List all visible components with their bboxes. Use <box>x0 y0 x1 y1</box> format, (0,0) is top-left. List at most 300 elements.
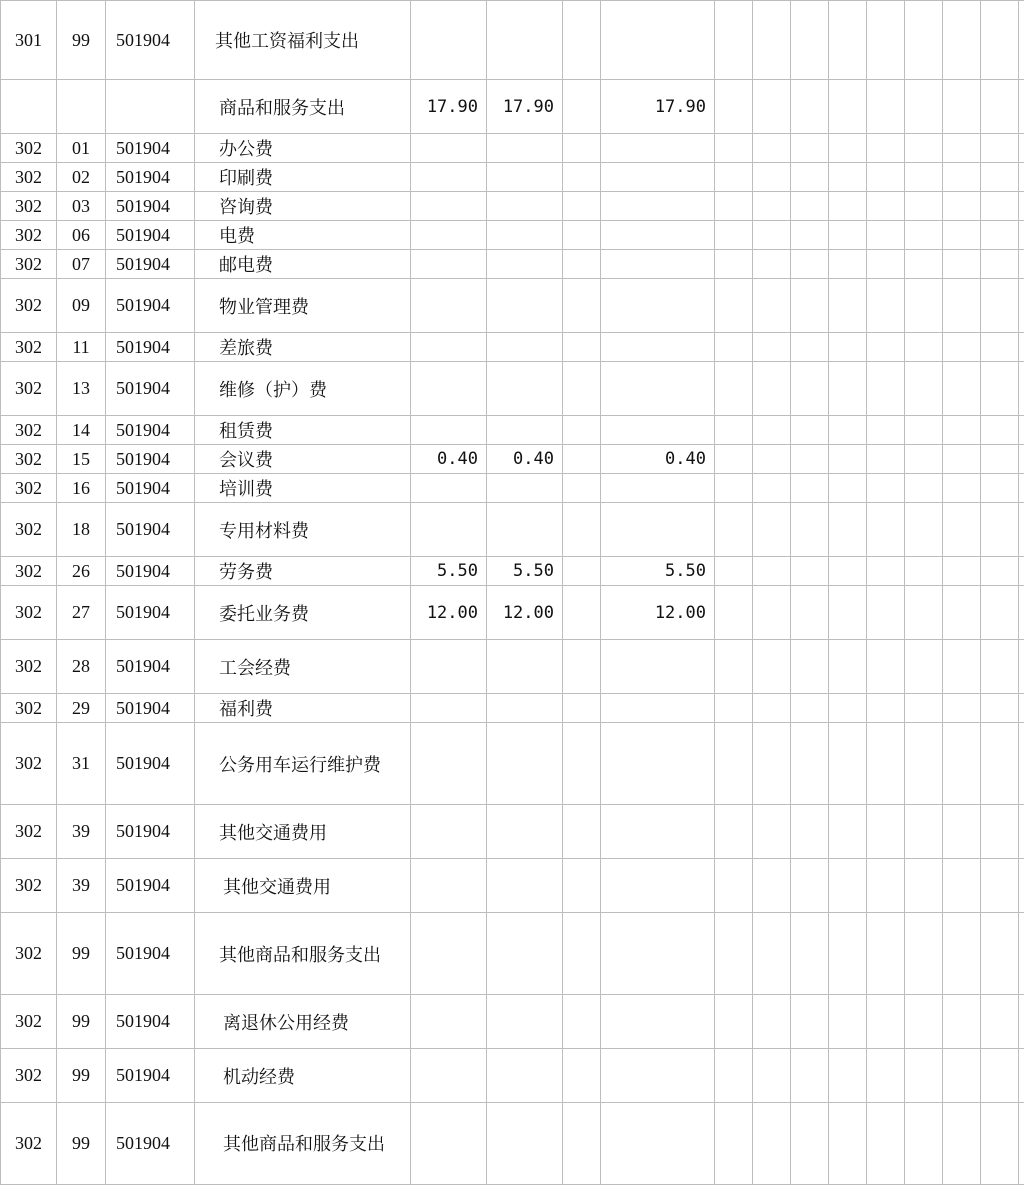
public-funds-cell: 12.00 <box>601 586 715 640</box>
total-amount-cell <box>411 805 487 859</box>
subject-code-cell: 501904 <box>106 445 195 474</box>
empty-cell <box>905 250 943 279</box>
item-code-cell: 14 <box>57 416 106 445</box>
empty-cell <box>1019 80 1024 134</box>
basic-expense-cell <box>487 1 563 80</box>
project-expense-cell <box>563 192 601 221</box>
empty-cell <box>753 192 791 221</box>
item-code-cell: 27 <box>57 586 106 640</box>
total-amount-cell <box>411 995 487 1049</box>
total-amount-cell: 0.40 <box>411 445 487 474</box>
empty-cell <box>943 1103 981 1185</box>
total-amount-cell <box>411 723 487 805</box>
empty-cell <box>867 134 905 163</box>
subject-code-cell: 501904 <box>106 163 195 192</box>
empty-cell <box>829 1049 867 1103</box>
project-expense-cell <box>563 1103 601 1185</box>
public-funds-cell <box>601 279 715 333</box>
subject-code-cell <box>106 80 195 134</box>
public-funds-cell: 0.40 <box>601 445 715 474</box>
table-row <box>1 586 1024 640</box>
empty-cell <box>715 445 753 474</box>
empty-cell <box>867 694 905 723</box>
empty-cell <box>829 557 867 586</box>
basic-expense-cell <box>487 416 563 445</box>
empty-cell <box>867 445 905 474</box>
empty-cell <box>1019 474 1024 503</box>
basic-expense-cell <box>487 134 563 163</box>
basic-expense-cell <box>487 995 563 1049</box>
category-code-cell: 302 <box>1 1103 57 1185</box>
subject-code-cell: 501904 <box>106 279 195 333</box>
total-amount-cell <box>411 134 487 163</box>
empty-cell <box>943 1049 981 1103</box>
table-row <box>1 995 1024 1049</box>
empty-cell <box>791 416 829 445</box>
empty-cell <box>715 474 753 503</box>
subject-code-cell: 501904 <box>106 1049 195 1103</box>
project-expense-cell <box>563 1 601 80</box>
empty-cell <box>867 913 905 995</box>
basic-expense-cell <box>487 503 563 557</box>
empty-cell <box>905 586 943 640</box>
table-row <box>1 221 1024 250</box>
subject-code-cell: 501904 <box>106 913 195 995</box>
empty-cell <box>715 586 753 640</box>
item-code-cell: 99 <box>57 1 106 80</box>
basic-expense-cell <box>487 1049 563 1103</box>
empty-cell <box>1019 362 1024 416</box>
empty-cell <box>829 1 867 80</box>
empty-cell <box>791 250 829 279</box>
item-code-cell: 09 <box>57 279 106 333</box>
empty-cell <box>905 557 943 586</box>
item-code-cell: 99 <box>57 1103 106 1185</box>
item-code-cell: 99 <box>57 1049 106 1103</box>
empty-cell <box>829 250 867 279</box>
basic-expense-cell <box>487 913 563 995</box>
empty-cell <box>905 1103 943 1185</box>
empty-cell <box>981 694 1019 723</box>
total-amount-cell <box>411 503 487 557</box>
empty-cell <box>715 250 753 279</box>
category-code-cell: 302 <box>1 445 57 474</box>
empty-cell <box>715 1103 753 1185</box>
category-code-cell: 302 <box>1 694 57 723</box>
empty-cell <box>1019 134 1024 163</box>
empty-cell <box>753 416 791 445</box>
subject-code-cell: 501904 <box>106 221 195 250</box>
empty-cell <box>715 333 753 362</box>
empty-cell <box>905 995 943 1049</box>
project-expense-cell <box>563 805 601 859</box>
empty-cell <box>829 163 867 192</box>
project-expense-cell <box>563 859 601 913</box>
empty-cell <box>791 723 829 805</box>
category-code-cell: 302 <box>1 995 57 1049</box>
category-code-cell: 302 <box>1 250 57 279</box>
empty-cell <box>981 503 1019 557</box>
basic-expense-cell <box>487 279 563 333</box>
total-amount-cell <box>411 1049 487 1103</box>
empty-cell <box>829 723 867 805</box>
empty-cell <box>1019 805 1024 859</box>
subject-code-cell: 501904 <box>106 723 195 805</box>
empty-cell <box>829 640 867 694</box>
empty-cell <box>715 221 753 250</box>
item-name-cell: 邮电费 <box>195 250 411 279</box>
empty-cell <box>753 221 791 250</box>
category-code-cell: 302 <box>1 640 57 694</box>
public-funds-cell: 17.90 <box>601 80 715 134</box>
empty-cell <box>829 362 867 416</box>
empty-cell <box>943 134 981 163</box>
empty-cell <box>791 221 829 250</box>
project-expense-cell <box>563 445 601 474</box>
empty-cell <box>867 995 905 1049</box>
empty-cell <box>905 192 943 221</box>
item-name-cell: 物业管理费 <box>195 279 411 333</box>
empty-cell <box>829 805 867 859</box>
subject-code-cell: 501904 <box>106 805 195 859</box>
empty-cell <box>715 723 753 805</box>
subject-code-cell: 501904 <box>106 474 195 503</box>
empty-cell <box>753 134 791 163</box>
project-expense-cell <box>563 995 601 1049</box>
table-row <box>1 80 1024 134</box>
empty-cell <box>791 913 829 995</box>
empty-cell <box>753 913 791 995</box>
basic-expense-cell <box>487 250 563 279</box>
subject-code-cell: 501904 <box>106 640 195 694</box>
empty-cell <box>791 192 829 221</box>
basic-expense-cell: 12.00 <box>487 586 563 640</box>
empty-cell <box>905 134 943 163</box>
subject-code-cell: 501904 <box>106 503 195 557</box>
empty-cell <box>791 995 829 1049</box>
empty-cell <box>867 1103 905 1185</box>
subject-code-cell: 501904 <box>106 1103 195 1185</box>
item-code-cell: 28 <box>57 640 106 694</box>
project-expense-cell <box>563 134 601 163</box>
empty-cell <box>715 503 753 557</box>
empty-cell <box>715 134 753 163</box>
empty-cell <box>905 362 943 416</box>
category-code-cell: 302 <box>1 192 57 221</box>
category-code-cell: 302 <box>1 163 57 192</box>
empty-cell <box>1019 694 1024 723</box>
empty-cell <box>981 640 1019 694</box>
empty-cell <box>867 250 905 279</box>
project-expense-cell <box>563 557 601 586</box>
empty-cell <box>943 557 981 586</box>
basic-expense-cell <box>487 221 563 250</box>
total-amount-cell <box>411 416 487 445</box>
table-row <box>1 279 1024 333</box>
empty-cell <box>753 557 791 586</box>
empty-cell <box>943 503 981 557</box>
empty-cell <box>1019 192 1024 221</box>
item-name-cell: 维修（护）费 <box>195 362 411 416</box>
item-code-cell: 11 <box>57 333 106 362</box>
table-row <box>1 503 1024 557</box>
empty-cell <box>981 80 1019 134</box>
empty-cell <box>1019 221 1024 250</box>
item-name-cell: 工会经费 <box>195 640 411 694</box>
category-code-cell: 302 <box>1 416 57 445</box>
total-amount-cell <box>411 474 487 503</box>
empty-cell <box>715 416 753 445</box>
item-code-cell: 18 <box>57 503 106 557</box>
table-row <box>1 362 1024 416</box>
empty-cell <box>753 1049 791 1103</box>
empty-cell <box>905 80 943 134</box>
empty-cell <box>753 1103 791 1185</box>
public-funds-cell <box>601 1049 715 1103</box>
subject-code-cell: 501904 <box>106 192 195 221</box>
public-funds-cell <box>601 694 715 723</box>
empty-cell <box>981 586 1019 640</box>
public-funds-cell <box>601 723 715 805</box>
table-row <box>1 445 1024 474</box>
empty-cell <box>829 1103 867 1185</box>
empty-cell <box>715 557 753 586</box>
public-funds-cell <box>601 333 715 362</box>
empty-cell <box>1019 445 1024 474</box>
category-code-cell: 302 <box>1 1049 57 1103</box>
project-expense-cell <box>563 503 601 557</box>
empty-cell <box>753 859 791 913</box>
public-funds-cell <box>601 416 715 445</box>
total-amount-cell <box>411 221 487 250</box>
total-amount-cell: 5.50 <box>411 557 487 586</box>
empty-cell <box>867 859 905 913</box>
empty-cell <box>753 503 791 557</box>
empty-cell <box>753 694 791 723</box>
table-body <box>1 1 1024 1185</box>
item-code-cell: 06 <box>57 221 106 250</box>
empty-cell <box>905 805 943 859</box>
table-row <box>1 805 1024 859</box>
empty-cell <box>715 805 753 859</box>
total-amount-cell <box>411 694 487 723</box>
project-expense-cell <box>563 723 601 805</box>
empty-cell <box>981 250 1019 279</box>
project-expense-cell <box>563 221 601 250</box>
empty-cell <box>1019 1103 1024 1185</box>
empty-cell <box>905 163 943 192</box>
basic-expense-cell <box>487 474 563 503</box>
item-code-cell: 13 <box>57 362 106 416</box>
project-expense-cell <box>563 640 601 694</box>
category-code-cell <box>1 80 57 134</box>
project-expense-cell <box>563 163 601 192</box>
empty-cell <box>791 163 829 192</box>
empty-cell <box>829 586 867 640</box>
empty-cell <box>943 474 981 503</box>
empty-cell <box>829 333 867 362</box>
public-funds-cell <box>601 995 715 1049</box>
category-code-cell: 302 <box>1 586 57 640</box>
empty-cell <box>943 859 981 913</box>
empty-cell <box>867 279 905 333</box>
table-row <box>1 474 1024 503</box>
empty-cell <box>905 416 943 445</box>
empty-cell <box>981 279 1019 333</box>
project-expense-cell <box>563 362 601 416</box>
basic-expense-cell <box>487 723 563 805</box>
empty-cell <box>829 913 867 995</box>
empty-cell <box>1019 250 1024 279</box>
empty-cell <box>791 805 829 859</box>
empty-cell <box>867 163 905 192</box>
total-amount-cell <box>411 279 487 333</box>
basic-expense-cell <box>487 192 563 221</box>
item-code-cell: 31 <box>57 723 106 805</box>
empty-cell <box>753 723 791 805</box>
empty-cell <box>829 503 867 557</box>
public-funds-cell <box>601 1103 715 1185</box>
empty-cell <box>867 362 905 416</box>
total-amount-cell: 17.90 <box>411 80 487 134</box>
empty-cell <box>753 474 791 503</box>
item-name-cell: 劳务费 <box>195 557 411 586</box>
empty-cell <box>753 80 791 134</box>
public-funds-cell <box>601 859 715 913</box>
category-code-cell: 302 <box>1 221 57 250</box>
category-code-cell: 302 <box>1 362 57 416</box>
empty-cell <box>867 640 905 694</box>
empty-cell <box>1019 640 1024 694</box>
item-code-cell <box>57 80 106 134</box>
subject-code-cell: 501904 <box>106 995 195 1049</box>
project-expense-cell <box>563 474 601 503</box>
item-code-cell: 26 <box>57 557 106 586</box>
empty-cell <box>753 995 791 1049</box>
total-amount-cell <box>411 333 487 362</box>
public-funds-cell <box>601 640 715 694</box>
item-name-cell: 商品和服务支出 <box>195 80 411 134</box>
public-funds-cell <box>601 192 715 221</box>
empty-cell <box>1019 333 1024 362</box>
total-amount-cell: 12.00 <box>411 586 487 640</box>
public-funds-cell <box>601 362 715 416</box>
empty-cell <box>791 279 829 333</box>
empty-cell <box>715 913 753 995</box>
empty-cell <box>943 640 981 694</box>
item-code-cell: 99 <box>57 995 106 1049</box>
empty-cell <box>715 640 753 694</box>
empty-cell <box>905 1 943 80</box>
basic-expense-cell <box>487 1103 563 1185</box>
empty-cell <box>715 995 753 1049</box>
empty-cell <box>1019 503 1024 557</box>
table-row <box>1 913 1024 995</box>
public-funds-cell <box>601 134 715 163</box>
item-name-cell: 专用材料费 <box>195 503 411 557</box>
subject-code-cell: 501904 <box>106 333 195 362</box>
item-name-cell: 委托业务费 <box>195 586 411 640</box>
category-code-cell: 302 <box>1 134 57 163</box>
empty-cell <box>1019 1049 1024 1103</box>
basic-expense-cell <box>487 805 563 859</box>
category-code-cell: 302 <box>1 913 57 995</box>
item-name-cell: 公务用车运行维护费 <box>195 723 411 805</box>
empty-cell <box>715 192 753 221</box>
subject-code-cell: 501904 <box>106 134 195 163</box>
empty-cell <box>715 279 753 333</box>
item-code-cell: 15 <box>57 445 106 474</box>
empty-cell <box>943 913 981 995</box>
table-row <box>1 859 1024 913</box>
empty-cell <box>715 859 753 913</box>
item-name-cell: 机动经费 <box>195 1049 411 1103</box>
public-funds-cell <box>601 503 715 557</box>
total-amount-cell <box>411 913 487 995</box>
item-name-cell: 印刷费 <box>195 163 411 192</box>
total-amount-cell <box>411 362 487 416</box>
empty-cell <box>981 557 1019 586</box>
total-amount-cell <box>411 1103 487 1185</box>
item-name-cell: 差旅费 <box>195 333 411 362</box>
empty-cell <box>981 1049 1019 1103</box>
empty-cell <box>753 445 791 474</box>
item-name-cell: 会议费 <box>195 445 411 474</box>
empty-cell <box>905 474 943 503</box>
empty-cell <box>791 445 829 474</box>
empty-cell <box>715 362 753 416</box>
total-amount-cell <box>411 192 487 221</box>
empty-cell <box>943 80 981 134</box>
public-funds-cell <box>601 474 715 503</box>
subject-code-cell: 501904 <box>106 250 195 279</box>
public-funds-cell <box>601 913 715 995</box>
empty-cell <box>981 1103 1019 1185</box>
empty-cell <box>829 474 867 503</box>
total-amount-cell <box>411 859 487 913</box>
empty-cell <box>981 474 1019 503</box>
item-name-cell: 电费 <box>195 221 411 250</box>
item-code-cell: 01 <box>57 134 106 163</box>
empty-cell <box>943 163 981 192</box>
subject-code-cell: 501904 <box>106 859 195 913</box>
item-code-cell: 16 <box>57 474 106 503</box>
category-code-cell: 302 <box>1 723 57 805</box>
subject-code-cell: 501904 <box>106 416 195 445</box>
empty-cell <box>905 723 943 805</box>
empty-cell <box>753 250 791 279</box>
empty-cell <box>753 1 791 80</box>
empty-cell <box>867 80 905 134</box>
empty-cell <box>981 134 1019 163</box>
empty-cell <box>1019 995 1024 1049</box>
empty-cell <box>905 221 943 250</box>
empty-cell <box>715 1 753 80</box>
project-expense-cell <box>563 1049 601 1103</box>
item-code-cell: 02 <box>57 163 106 192</box>
table-row <box>1 192 1024 221</box>
item-code-cell: 07 <box>57 250 106 279</box>
category-code-cell: 302 <box>1 474 57 503</box>
item-name-cell: 办公费 <box>195 134 411 163</box>
empty-cell <box>829 416 867 445</box>
empty-cell <box>829 134 867 163</box>
empty-cell <box>905 1049 943 1103</box>
item-name-cell: 其他商品和服务支出 <box>195 1103 411 1185</box>
empty-cell <box>791 1049 829 1103</box>
empty-cell <box>715 694 753 723</box>
empty-cell <box>791 503 829 557</box>
